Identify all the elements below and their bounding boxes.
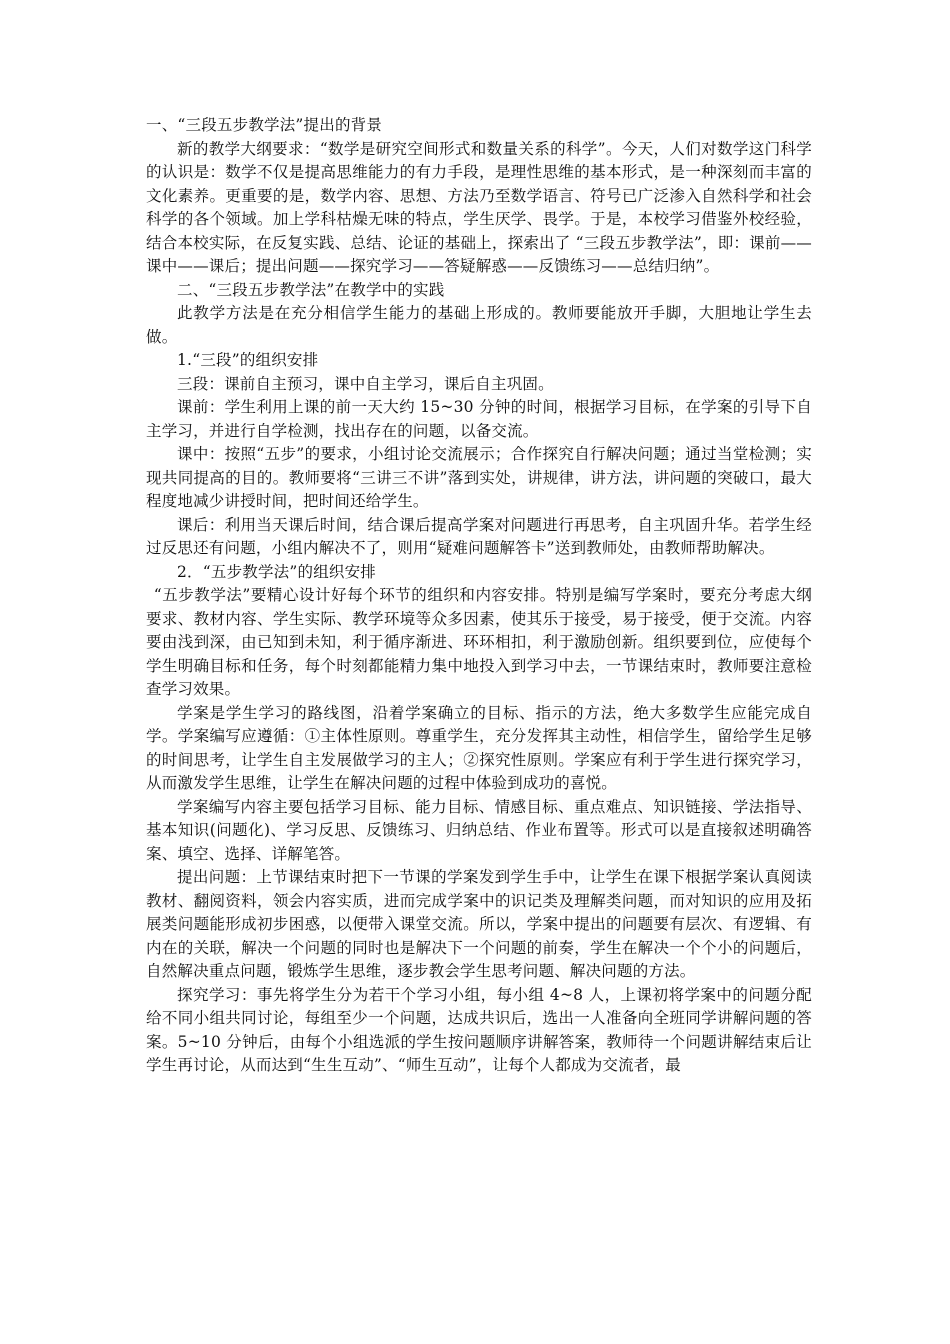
paragraph-three-stages: 三段：课前自主预习，课中自主学习，课后自主巩固。 [177, 374, 554, 393]
paragraph-practice-intro: 此教学方法是在充分相信学生能力的基础上形成的。教师要能放开手脚，大胆地让学生去做。 [146, 304, 812, 346]
paragraph-background: 新的教学大纲要求：“数学是研究空间形式和数量关系的科学”。今天，人们对数学这门科学的认识是：数学不仅是提高思维能力的有力手段，是理性思维的基本形式，是一种深刻而丰富的文化素养。更重要的是，数学内容、思想、方法乃至数学语言、符号已广泛渗入自然科学和社会科学的各个领域。加上学科枯燥无味的特点，学生厌学、畏学。于是，本校学习借鉴外校经验，结合本校实际，在反复实践、总结、论证的基础上，探索出了 “三段五步教学法”，即：课前——课中——课后；提出问题——探究学习——答疑解惑——反馈练习——总结归纳”。 [146, 139, 812, 275]
subheading-five-steps: 2．“五步教学法”的组织安排 [177, 562, 377, 581]
subheading-three-stages: 1.“三段”的组织安排 [177, 351, 319, 369]
section-heading-1: 一、“三段五步教学法”提出的背景 [146, 116, 383, 134]
document-body [146, 114, 812, 1078]
paragraph-before-class: 课前：学生利用上课的前一天大约 15~30 分钟的时间，根据学习目标，在学案的引导下自主学习，并进行自学检测，找出存在的问题，以备交流。 [146, 398, 812, 440]
paragraph-raise-questions: 提出问题：上节课结束时把下一节课的学案发到学生手中，让学生在课下根据学案认真阅读教材、翻阅资料，领会内容实质，进而完成学案中的识记类及理解类问题，而对知识的应用及拓展类问题能形成初步困惑，以便带入课堂交流。所以，学案中提出的问题要有层次、有逻辑、有内在的关联，解决一个问题的同时也是解决下一个问题的前奏，学生在解决一个个小的问题后，自然解决重点问题，锻炼学生思维，逐步教会学生思考问题、解决问题的方法。 [146, 868, 812, 980]
paragraph-in-class: 课中：按照“五步”的要求，小组讨论交流展示；合作探究自行解决问题；通过当堂检测；实现共同提高的目的。教师要将“三讲三不讲”落到实处，讲规律，讲方法，讲问题的突破口，最大程度地减少讲授时间，把时间还给学生。 [146, 445, 812, 510]
section-heading-2: 二、“三段五步教学法”在教学中的实践 [177, 280, 445, 299]
paragraph-study-plan: 学案是学生学习的路线图，沿着学案确立的目标、指示的方法，绝大多数学生应能完成自学。学案编写应遵循：①主体性原则。尊重学生，充分发挥其主动性，相信学生，留给学生足够的时间思考，让学生自主发展做学习的主人；②探究性原则。学案应有利于学生进行探究学习，从而激发学生思维，让学生在解决问题的过程中体验到成功的喜悦。 [146, 703, 812, 792]
paragraph-inquiry-learning: 探究学习：事先将学生分为若干个学习小组，每小组 4~8 人，上课初将学案中的问题分配给不同小组共同讨论，每组至少一个问题，达成共识后，选出一人准备向全班同学讲解问题的答案。5~10 分钟后，由每个小组选派的学生按问题顺序讲解答案，教师待一个问题讲解结束后让学生再讨论，从而达到“生生互动”、“师生互动”，让每个人都成为交流者，最 [146, 985, 812, 1074]
paragraph-five-steps: “五步教学法”要精心设计好每个环节的组织和内容安排。特别是编写学案时，要充分考虑大纲要求、教材内容、学生实际、教学环境等众多因素，使其乐于接受，易于接受，便于交流。内容要由浅到深，由已知到未知，利于循序渐进、环环相扣，利于激励创新。组织要到位，应使每个学生明确目标和任务，每个时刻都能精力集中地投入到学习中去，一节课结束时，教师要注意检查学习效果。 [146, 586, 812, 698]
paragraph-after-class: 课后：利用当天课后时间，结合课后提高学案对问题进行再思考，自主巩固升华。若学生经过反思还有问题，小组内解决不了，则用“疑难问题解答卡”送到教师处，由教师帮助解决。 [146, 515, 812, 557]
paragraph-study-plan-content: 学案编写内容主要包括学习目标、能力目标、情感目标、重点难点、知识链接、学法指导、基本知识(问题化)、学习反思、反馈练习、归纳总结、作业布置等。形式可以是直接叙述明确答案、填空、选择、详解笔答。 [146, 797, 812, 863]
